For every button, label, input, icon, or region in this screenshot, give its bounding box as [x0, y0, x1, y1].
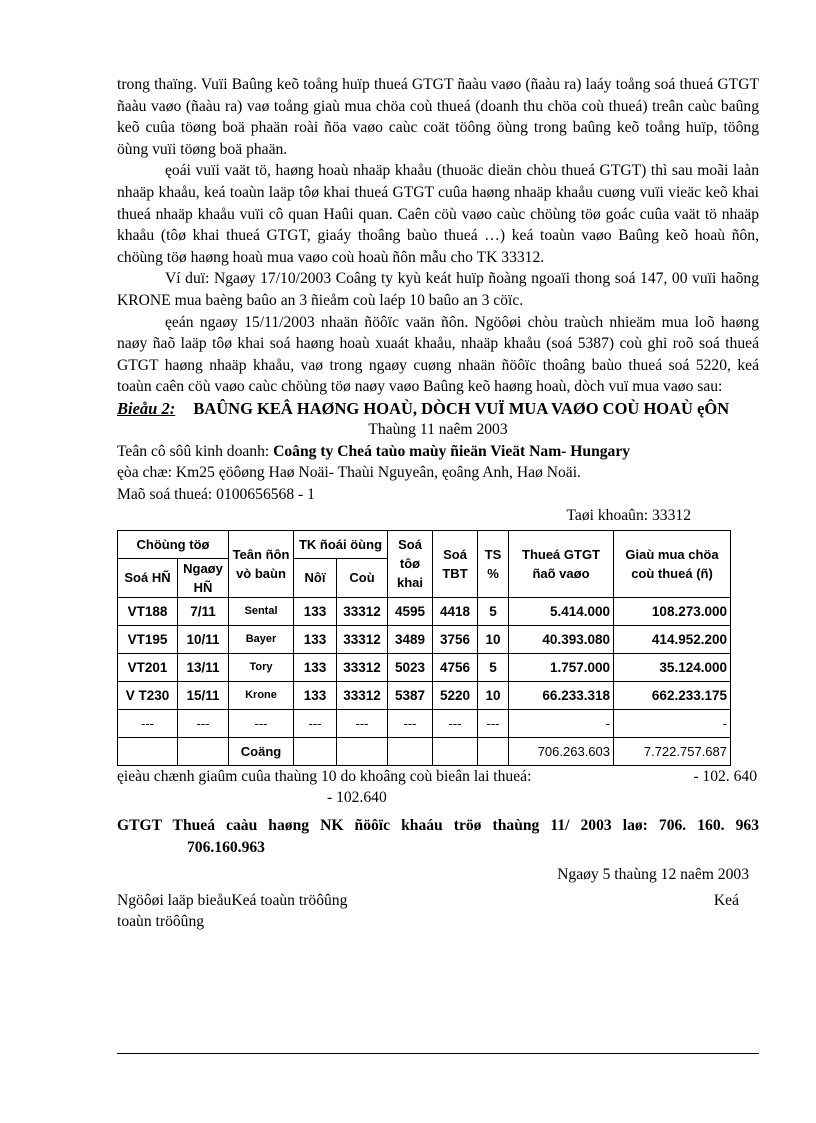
cell-price: 108.273.000 — [614, 597, 731, 625]
cell-vat: - — [509, 709, 614, 737]
cell-no: VT188 — [118, 597, 178, 625]
business-label: Teân cô sôû kinh doanh: — [117, 442, 270, 460]
cell-date: --- — [178, 709, 229, 737]
col-price: Giaù mua chöa coù thueá (ñ) — [614, 530, 731, 597]
summary-line — [117, 815, 759, 858]
cell-decl: 3489 — [388, 625, 433, 653]
adjustment-value-2: - 102.640 — [327, 789, 387, 807]
bottom-divider — [117, 1053, 759, 1054]
col-tk-credit: Coù — [337, 558, 388, 597]
document-page — [117, 74, 759, 933]
report-month: Thaùng 11 naêm 2003 — [368, 420, 508, 438]
cell-decl: 5387 — [388, 681, 433, 709]
business-line — [117, 441, 759, 463]
cell-seller: Sental — [229, 597, 294, 625]
director-label-a: Keá — [713, 891, 739, 909]
cell-credit: 33312 — [337, 597, 388, 625]
cell-rate: 10 — [478, 625, 509, 653]
preparer: Ngöôøi laäp bieåu — [117, 891, 232, 909]
adjustment-line — [117, 766, 759, 788]
paragraph-3: Ví duï: Ngaøy 17/10/2003 Coâng ty kyù keát huïp ñoàng ngoaïi thong soá 147, 00 vuïi haõng KRONE mua baèng baûo an 3 ñieåm coù laép 10 baûo an 3 cöïc. — [117, 270, 759, 309]
cell-credit: --- — [337, 709, 388, 737]
cell-decl: --- — [388, 709, 433, 737]
cell-vat: 1.757.000 — [509, 653, 614, 681]
col-vat: Thueá GTGT ñaõ vaøo — [509, 530, 614, 597]
cell-credit: 33312 — [337, 625, 388, 653]
col-tk-debit: Nôï — [294, 558, 337, 597]
adjustment-text: ęieàu chænh giaûm cuûa thaùng 10 do khoâng coù bieân lai thueá: — [117, 767, 532, 785]
cell-rate: --- — [478, 709, 509, 737]
col-rate: TS % — [478, 530, 509, 597]
chief-accountant: Keá toaùn tröôûng — [231, 891, 348, 909]
col-voucher-date: Ngaøy HÑ — [178, 558, 229, 597]
cell-rate: 10 — [478, 681, 509, 709]
signature-date: Ngaøy 5 thaùng 12 naêm 2003 — [557, 866, 749, 884]
director-label-b: toaùn tröôûng — [117, 913, 205, 931]
cell-vat: 40.393.080 — [509, 625, 614, 653]
col-decl: Soá tôø khai — [388, 530, 433, 597]
col-voucher-no: Soá HÑ — [118, 558, 178, 597]
cell-date: 15/11 — [178, 681, 229, 709]
cell-rate: 5 — [478, 653, 509, 681]
cell-no: VT195 — [118, 625, 178, 653]
col-tbt: Soá TBT — [433, 530, 478, 597]
cell-rate: 5 — [478, 597, 509, 625]
adjustment-value-1: - 102. 640 — [693, 767, 757, 785]
cell-debit: 133 — [294, 625, 337, 653]
cell-no: V T230 — [118, 681, 178, 709]
total-price: 7.722.757.687 — [614, 737, 731, 765]
cell-credit: 33312 — [337, 653, 388, 681]
paragraph-4: ęeán ngaøy 15/11/2003 nhaän ñöôïc vaän ñôn. Ngöôøi chòu traùch nhieäm mua loõ haøng naøy ñaõ laäp tôø khai soá haøng hoaù xuaát khaåu, nhaäp khaåu (soá 5387) coù ghi roõ soá thueá GTGT haøng nhaäp khaåu, vaø trong ngaøy cuøng nhaän ñöôïc thoâng baùo thueá soá 5220, keá toaùn caên cöù vaøo caùc chöùng töø naøy vaøo Baûng keõ haøng hoaù, dòch vuï mua vaøo sau: — [117, 313, 759, 396]
table-row — [118, 625, 731, 653]
table-row — [118, 653, 731, 681]
summary-text: GTGT Thueá caàu haøng NK ñöôïc khaáu tröø thaùng 11/ 2003 laø: 706. 160. 963 — [117, 817, 759, 835]
cell-debit: --- — [294, 709, 337, 737]
cell-vat: 5.414.000 — [509, 597, 614, 625]
total-vat: 706.263.603 — [509, 737, 614, 765]
paragraph-2: ęoái vuïi vaät tö, haøng hoaù nhaäp khaåu (thuoäc dieän chòu thueá GTGT) thì sau moãi laàn nhaäp khaåu, keá toaùn laäp tôø khai thueá GTGT cuûa haøng nhaäp khaåu cuøng vuïi vieäc keõ khai thueá nhaäp khaåu vuïi cô quan Haûi quan. Caên cöù vaøo caùc chöùng töø goác cuûa vaät tö nhaäp khaåu (tôø khai thueá GTGT, giaáy thoâng baùo thueá …) keá toaùn vaøo Baûng keõ hoaù ñôn, chöùng töø haøng hoaù mua vaøo coù hoaù ñôn mẫu cho TK 33312. — [117, 162, 759, 266]
col-voucher: Chöùng töø — [118, 530, 229, 558]
cell-seller: --- — [229, 709, 294, 737]
table-row — [118, 597, 731, 625]
col-seller: Teân ñôn vò baùn — [229, 530, 294, 597]
purchase-table — [117, 530, 731, 766]
cell-date: 7/11 — [178, 597, 229, 625]
cell-price: - — [614, 709, 731, 737]
cell-date: 10/11 — [178, 625, 229, 653]
cell-debit: 133 — [294, 597, 337, 625]
cell-date: 13/11 — [178, 653, 229, 681]
table-row-placeholder — [118, 709, 731, 737]
tax-code-line: Maõ soá thueá: 0100656568 - 1 — [117, 485, 315, 503]
total-label: Coäng — [229, 737, 294, 765]
cell-tbt: 4418 — [433, 597, 478, 625]
title-text: BAÛNG KEÂ HAØNG HOAÙ, DÒCH VUÏ MUA VAØO COÙ HOAÙ ęÔN — [193, 398, 730, 418]
account-line: Taøi khoaûn: 33312 — [566, 507, 691, 525]
cell-tbt: 4756 — [433, 653, 478, 681]
cell-price: 414.952.200 — [614, 625, 731, 653]
col-tk: TK ñoái öùng — [294, 530, 388, 558]
table-title — [117, 398, 759, 419]
cell-vat: 66.233.318 — [509, 681, 614, 709]
cell-seller: Bayer — [229, 625, 294, 653]
cell-price: 662.233.175 — [614, 681, 731, 709]
cell-decl: 5023 — [388, 653, 433, 681]
cell-tbt: 3756 — [433, 625, 478, 653]
paragraph-1: trong thaïng. Vuïi Baûng keõ toång huïp thueá GTGT ñaàu vaøo (ñaàu ra) laáy toång soá thueá GTGT ñaàu vaøo (ñaàu ra) vaø toång giaù mua chöa coù thueá (doanh thu chöa coù thueá) treân caùc baûng keõ cuûa töøng boä phaän roài ñöa vaøo caùc coät töông öùng trong baûng keõ toång huïp, töông öùng vuïi töøng boä phaän. — [117, 76, 759, 158]
title-label: Bieåu 2: — [117, 398, 176, 418]
business-name: Coâng ty Cheá taùo maùy ñieän Vieät Nam- Hungary — [273, 442, 631, 460]
cell-tbt: --- — [433, 709, 478, 737]
cell-credit: 33312 — [337, 681, 388, 709]
cell-decl: 4595 — [388, 597, 433, 625]
address-line: ęòa chæ: Km25 ęöôøng Haø Noäi- Thaùi Nguyeân, ęoâng Anh, Haø Noäi. — [117, 464, 581, 482]
cell-seller: Tory — [229, 653, 294, 681]
cell-seller: Krone — [229, 681, 294, 709]
summary-value: 706.160.963 — [187, 838, 265, 856]
cell-no: VT201 — [118, 653, 178, 681]
table-total-row — [118, 737, 731, 765]
cell-tbt: 5220 — [433, 681, 478, 709]
cell-no: --- — [118, 709, 178, 737]
table-row — [118, 681, 731, 709]
cell-debit: 133 — [294, 653, 337, 681]
cell-debit: 133 — [294, 681, 337, 709]
signature-row — [117, 890, 759, 912]
cell-price: 35.124.000 — [614, 653, 731, 681]
